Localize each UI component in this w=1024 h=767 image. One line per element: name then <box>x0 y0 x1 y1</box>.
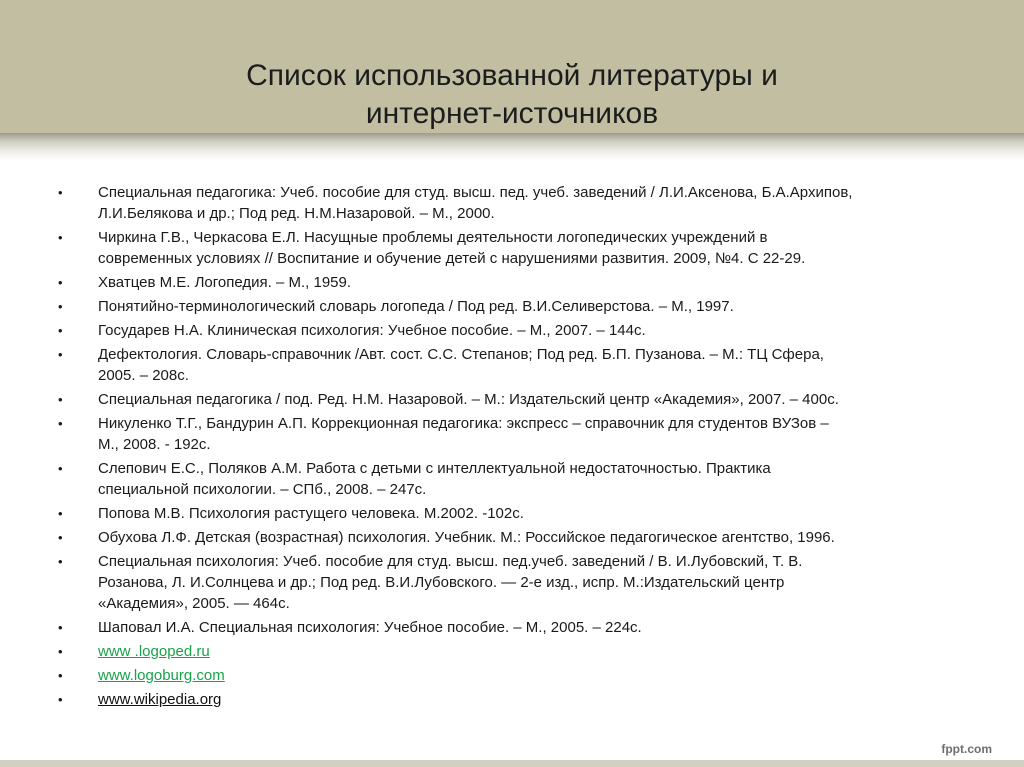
website-link[interactable]: www .logoped.ru <box>98 643 210 660</box>
website-link[interactable]: www.logoburg.com <box>98 667 225 684</box>
link-item <box>0 641 1024 662</box>
reference-text-line: Попова М.В. Психология растущего человека. М.2002. -102с. <box>98 505 524 522</box>
reference-text-line: Обухова Л.Ф. Детская (возрастная) психология. Учебник. М.: Российское педагогическое агентство, 1996. <box>98 529 835 546</box>
reference-text-line: Розанова, Л. И.Солнцева и др.; Под ред. В.И.Лубовского. — 2-е изд., испр. М.:Издательский центр <box>98 574 785 591</box>
reference-item <box>0 182 1024 224</box>
bullet-icon: • <box>58 185 63 200</box>
reference-item <box>0 527 1024 548</box>
reference-item <box>0 413 1024 455</box>
bullet-icon: • <box>58 392 63 407</box>
link-item <box>0 689 1024 710</box>
reference-item <box>0 458 1024 500</box>
bullet-icon: • <box>58 644 63 659</box>
reference-text-line: Государев Н.А. Клиническая психология: Учебное пособие. – М., 2007. – 144с. <box>98 322 646 339</box>
title-shadow <box>0 133 1024 161</box>
bullet-icon: • <box>58 554 63 569</box>
bullet-icon: • <box>58 416 63 431</box>
bullet-icon: • <box>58 506 63 521</box>
slide-title-line-1: Список использованной литературы и <box>246 59 778 92</box>
bullet-icon: • <box>58 530 63 545</box>
footer-bar <box>0 760 1024 767</box>
reference-text-line: Никуленко Т.Г., Бандурин А.П. Коррекционная педагогика: экспресс – справочник для студентов ВУЗов – <box>98 415 829 432</box>
reference-text-line: 2005. – 208с. <box>98 367 189 384</box>
reference-item <box>0 296 1024 317</box>
bullet-icon: • <box>58 347 63 362</box>
link-item <box>0 665 1024 686</box>
reference-text-line: Специальная педагогика: Учеб. пособие для студ. высш. пед. учеб. заведений / Л.И.Аксенова, Б.А.Архипов, <box>98 184 853 201</box>
bullet-icon: • <box>58 620 63 635</box>
reference-text-line: специальной психологии. – СПб., 2008. – 247с. <box>98 481 427 498</box>
reference-text-line: современных условиях // Воспитание и обучение детей с нарушениями развития. 2009, №4. С 22-29. <box>98 250 806 267</box>
bullet-icon: • <box>58 230 63 245</box>
website-link[interactable]: www.wikipedia.org <box>98 691 222 708</box>
reference-item <box>0 344 1024 386</box>
reference-text-line: Дефектология. Словарь-справочник /Авт. сост. С.С. Степанов; Под ред. Б.П. Пузанова. – М.: ТЦ Сфера, <box>98 346 824 363</box>
reference-item <box>0 227 1024 269</box>
reference-text-line: Шаповал И.А. Специальная психология: Учебное пособие. – М., 2005. – 224с. <box>98 619 642 636</box>
reference-item <box>0 320 1024 341</box>
reference-item <box>0 551 1024 614</box>
reference-text-line: Специальная психология: Учеб. пособие для студ. высш. пед.учеб. заведений / В. И.Лубовский, Т. В. <box>98 553 803 570</box>
bullet-icon: • <box>58 323 63 338</box>
bullet-icon: • <box>58 299 63 314</box>
reference-text-line: Хватцев М.Е. Логопедия. – М., 1959. <box>98 274 352 291</box>
slide-title <box>0 57 1024 133</box>
reference-text-line: Слепович Е.С., Поляков А.М. Работа с детьми с интеллектуальной недостаточностью. Практика <box>98 460 771 477</box>
bullet-icon: • <box>58 692 63 707</box>
slide-title-line-2: интернет-источников <box>365 97 659 130</box>
reference-list <box>0 182 1024 713</box>
reference-item <box>0 503 1024 524</box>
reference-text-line: Понятийно-терминологический словарь логопеда / Под ред. В.И.Селиверстова. – М., 1997. <box>98 298 734 315</box>
reference-text-line: Чиркина Г.В., Черкасова Е.Л. Насущные проблемы деятельности логопедических учреждений в <box>98 229 768 246</box>
reference-text-line: «Академия», 2005. — 464с. <box>98 595 290 612</box>
fppt-logo: fppt.com <box>941 742 992 756</box>
reference-text-line: Л.И.Белякова и др.; Под ред. Н.М.Назаровой. – М., 2000. <box>98 205 495 222</box>
reference-item <box>0 617 1024 638</box>
bullet-icon: • <box>58 275 63 290</box>
bullet-icon: • <box>58 668 63 683</box>
bullet-icon: • <box>58 461 63 476</box>
reference-item <box>0 272 1024 293</box>
reference-text-line: М., 2008. - 192с. <box>98 436 211 453</box>
reference-text-line: Специальная педагогика / под. Ред. Н.М. Назаровой. – М.: Издательский центр «Академия», 2007. – 400с. <box>98 391 839 408</box>
reference-item <box>0 389 1024 410</box>
